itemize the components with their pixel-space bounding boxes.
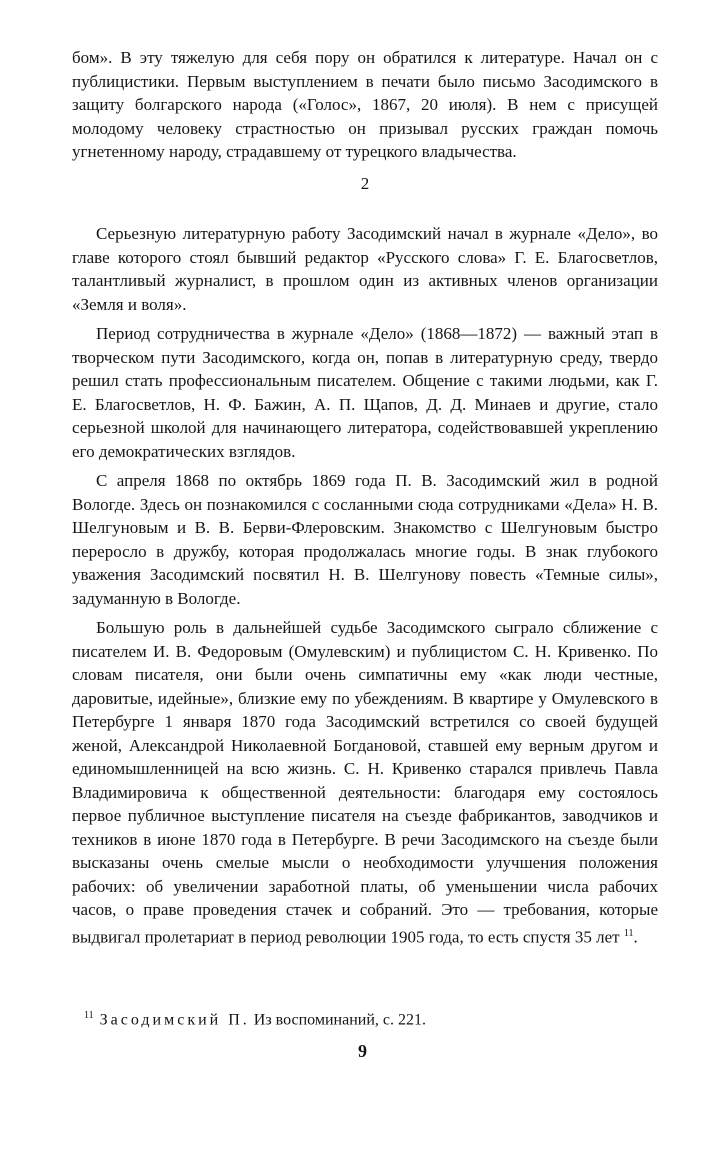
paragraph-delo-journal: Серьезную литературную работу Засодимский начал в журнале «Дело», во главе которого стоял бывший редактор «Русского слова» Г. Е. Благосветлов, талантливый журналист, в прошлом один из активных членов организации «Земля и воля». [72,224,658,314]
section-number: 2 [360,173,370,193]
paragraph-vologda: С апреля 1868 по октябрь 1869 года П. В. Засодимский жил в родной Вологде. Здесь он познакомился с сосланными сюда сотрудниками «Дела» Н. В. Шелгуновым и В. В. Берви-Флеровским. Знакомство с Шелгуновым быстро переросло в дружбу, которая продолжалась многие годы. В знак глубокого уважения Засодимский посвятил Н. В. Шелгунову повесть «Темные силы», задуманную в Вологде. [72,471,658,608]
footnote-author: Засодимский П. [99,1011,250,1029]
footnote-mark: 11 [84,1010,94,1021]
footnote [84,1010,658,1029]
footnote-text: Из воспоминаний, с. 221. [253,1011,426,1029]
paragraph-omulevsky: Большую роль в дальнейшей судьбе Засодимского сыграло сближение с писателем И. В. Федоровым (Омулевским) и публицистом С. Н. Кривенко. По словам писателя, они были очень симпатичны ему «как люди честные, даровитые, идейные», близкие ему по убеждениям. В квартире у Омулевского в Петербурге 1 января 1870 года Засодимский встретился со своей будущей женой, Александрой Николаевной Богдановой, ставшей ему верным другом и единомышленницей на всю жизнь. С. Н. Кривенко старался привлечь Павла Владимировича к общественной деятельности: благодаря ему состоялось первое публичное выступление писателя на съезде фабрикантов, заводчиков и техников в июне 1870 года в Петербурге. В речи Засодимского на съезде были высказаны очень смелые мысли о необходимости улучшения положения рабочих: об увеличении заработной платы, об уменьшении числа рабочих часов, о праве проведения стачек и собраний. Это — требования, которые выдвигал пролетариат в период революции 1905 года, то есть спустя 35 лет $^{11}$. [72,618,658,947]
paragraph-omulevsky-text: Большую роль в дальнейшей судьбе Засодимского сыграло сближение с писателем И. В. Федоровым (Омулевским) и публицистом С. Н. Кривенко. По словам писателя, они были очень симпатичны ему «как люди честные, даровитые, идейные», близкие ему по убеждениям. В квартире у Омулевского в Петербурге 1 января 1870 года Засодимский встретился со своей будущей женой, Александрой Николаевной Богдановой, ставшей ему верным другом и единомышленницей на всю жизнь. С. Н. Кривенко старался привлечь Павла Владимировича к общественной деятельности: благодаря ему состоялось первое публичное выступление писателя на съезде фабрикантов, заводчиков и техников в июне 1870 года в Петербурге. В речи Засодимского на съезде были высказаны очень смелые мысли о необходимости улучшения положения рабочих: об увеличении заработной платы, об уменьшении числа рабочих часов, о праве проведения стачек и собраний. Это — требования, которые выдвигал пролетариат в период революции 1905 года, то есть спустя 35 лет [72,618,658,947]
page-number: 9 [358,1041,367,1061]
page-body [72,46,658,949]
intro-paragraph: бом». В эту тяжелую для себя пору он обратился к литературе. Начал он с публицистики. Первым выступлением в печати было письмо Засодимского в защиту болгарского народа («Голос», 1867, 20 июля). В нем с присущей молодому человеку страстностью он призывал русских граждан помочь угнетенному народу, страдавшему от турецкого владычества. [72,48,658,161]
footnote-area [72,1010,658,1029]
paragraph-collaboration-period: Период сотрудничества в журнале «Дело» (1868—1872) — важный этап в творческом пути Засодимского, когда он, попав в литературную среду, твердо решил стать профессиональным писателем. Общение с такими людьми, как Г. Е. Благосветлов, Н. Ф. Бажин, А. П. Щапов, Д. Д. Минаев и другие, стало серьезной школой для начинающего литератора, содействовавшей укреплению его демократических взглядов. [72,324,658,461]
footnote-reference: 11 [623,927,634,939]
